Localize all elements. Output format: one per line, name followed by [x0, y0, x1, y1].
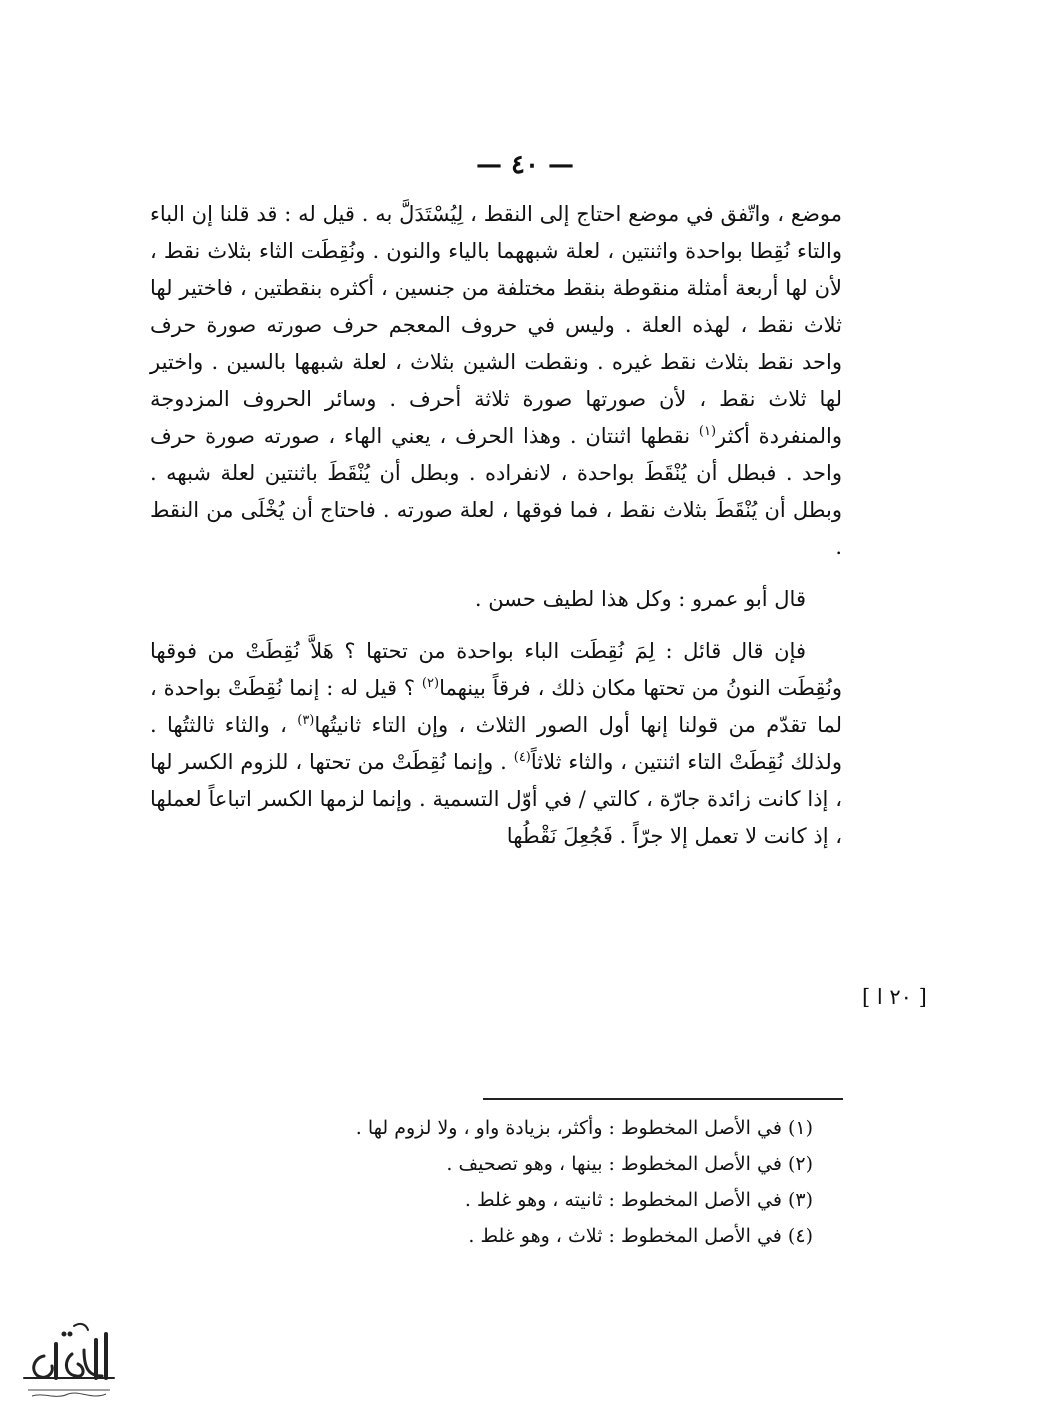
- page-number: — ٤٠ —: [475, 150, 575, 180]
- library-stamp-logo: [14, 1320, 122, 1416]
- footnote-2: (٢) في الأصل المخطوط : بينها ، وهو تصحيف .: [446, 1153, 813, 1175]
- main-text: [150, 196, 842, 855]
- footnote-3: (٣) في الأصل المخطوط : ثانيته ، وهو غلط .: [464, 1189, 813, 1211]
- paragraph-3: فإن قال قائل : لِمَ نُقِطَت الباء بواحدة من تحتها ؟ هَلاَّ نُقِطَتْ من فوقها ونُقِطَت النونُ من تحتها مكان ذلك ، فرقاً بينهما$^{(٢)}$ ؟ قيل له : إنما نُقِطَتْ بواحدة ، لما تقدّم من قولنا إنها أول الصور الثلاث ، وإن التاء ثانيتُها$^{(٣)}$ ، والثاء ثالثتُها . ولذلك نُقِطَتْ التاء اثنتين ، والثاء ثلاثاً$^{(٤)}$ . وإنما نُقِطَتْ من تحتها ، للزوم الكسر لها ، إذا كانت زائدة جارّة ، كالتي / في أوّل التسمية . وإنما لزمها الكسر اتباعاً لعملها ، إذ كانت لا تعمل إلا جرّاً . فَجُعِلَ نَقْطُها: [150, 639, 843, 848]
- footnote-ref-2: (٢): [421, 676, 440, 691]
- footnote-ref-1: (١): [698, 424, 717, 439]
- footnote-separator: [483, 1098, 843, 1100]
- footnote-ref-3: (٣): [297, 713, 315, 728]
- paragraph-2: قال أبو عمرو : وكل هذا لطيف حسن .: [474, 587, 806, 611]
- footnote-1: (١) في الأصل المخطوط : وأكثر، بزيادة واو ، ولا لزوم لها .: [355, 1117, 813, 1139]
- footnote-4: (٤) في الأصل المخطوط : ثلاث ، وهو غلط .: [468, 1225, 813, 1247]
- footnotes: [150, 1110, 813, 1254]
- paragraph-1: موضع ، واتّفق في موضع احتاج إلى النقط ، لِيُسْتَدَلَّ به . قيل له : قد قلنا إن الباء والتاء نُقِطا بواحدة واثنتين ، لعلة شبههما بالياء والنون . ونُقِطَت الثاء بثلاث نقط ، لأن لها أربعة أمثلة منقوطة بنقط مختلفة من جنسين ، أكثره بنقطتين ، فاختير لها ثلاث نقط ، لهذه العلة . وليس في حروف المعجم حرف صورته صورة حرف واحد نقط بثلاث نقط غيره . ونقطت الشين بثلاث ، لعلة شبهها بالسين . واختير لها ثلاث نقط ، لأن صورتها صورة ثلاثة أحرف . وسائر الحروف المزدوجة والمنفردة أكثر$^{(١)}$ نقطها اثنتان . وهذا الحرف ، يعني الهاء ، صورته صورة حرف واحد . فبطل أن يُنْقَطَ بواحدة ، لانفراده . وبطل أن يُنْقَطَ باثنتين لعلة شبهه . وبطل أن يُنْقَطَ بثلاث نقط ، فما فوقها ، لعلة صورته . فاحتاج أن يُخْلَى من النقط .: [150, 202, 842, 559]
- footnote-ref-4: (٤): [513, 750, 531, 765]
- calligraphy-stamp-icon: [14, 1320, 122, 1416]
- manuscript-folio-marker: [ ٢٠ ا ]: [862, 985, 927, 1009]
